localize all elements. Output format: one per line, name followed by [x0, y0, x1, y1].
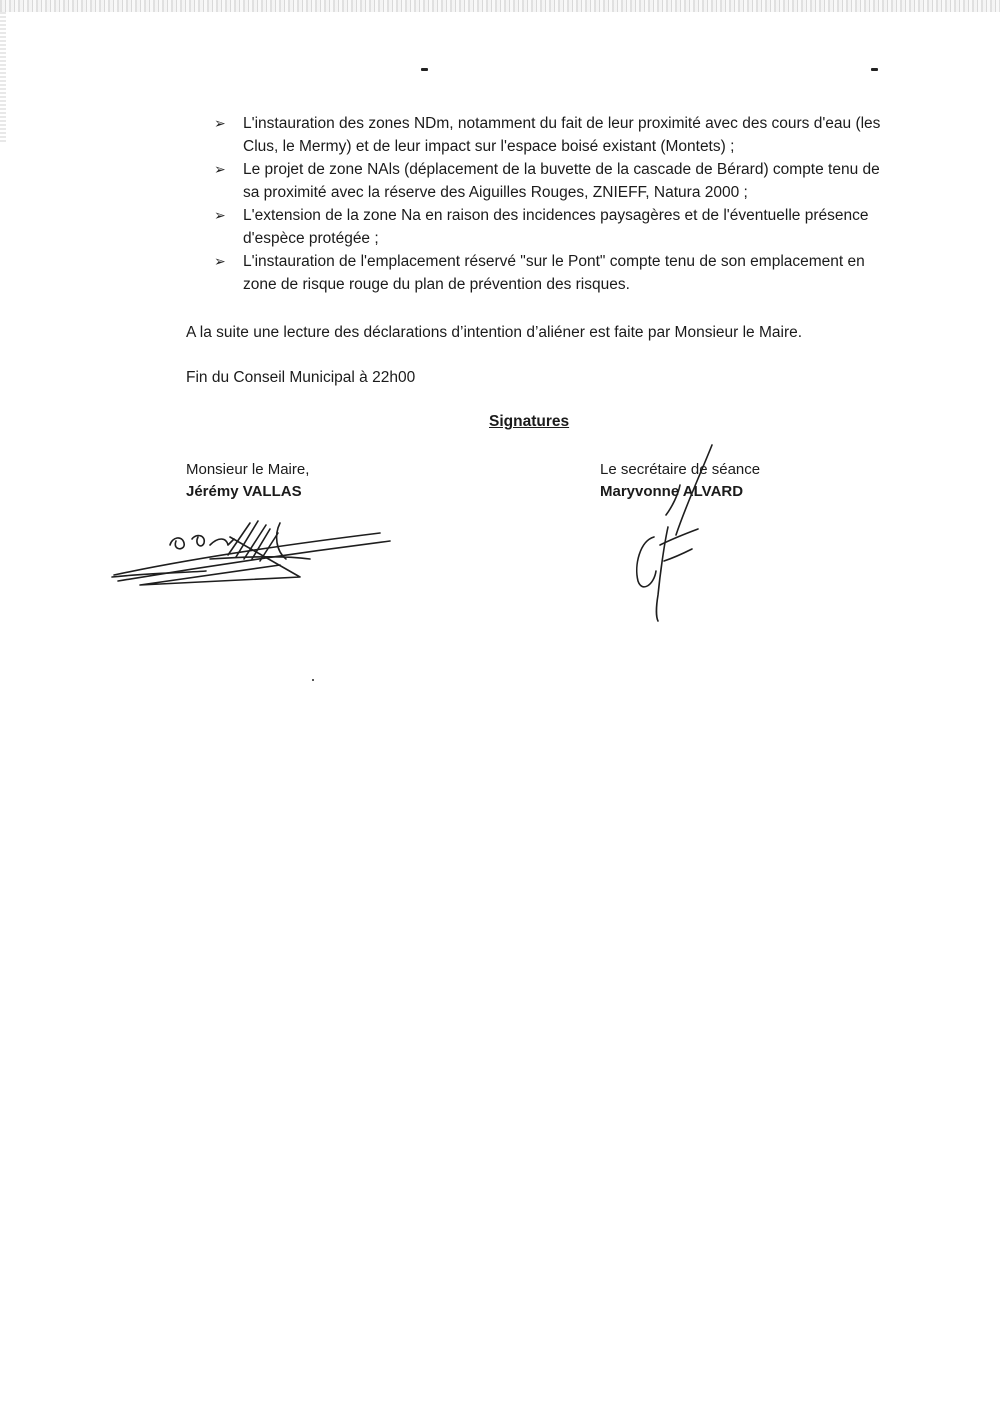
scan-noise-left: [0, 12, 6, 142]
list-item: [214, 158, 894, 204]
arrow-bullet-icon: ➢: [214, 253, 226, 269]
closing-time-paragraph: Fin du Conseil Municipal à 22h00: [186, 369, 416, 386]
scan-speck: [421, 68, 428, 71]
mayor-name: Jérémy VALLAS: [186, 483, 302, 500]
secretary-name: Maryvonne ALVARD: [600, 483, 744, 500]
arrow-bullet-icon: ➢: [214, 161, 226, 177]
mayor-role: Monsieur le Maire,: [186, 461, 310, 478]
list-item: [214, 112, 894, 158]
scan-noise-top: [0, 0, 1000, 12]
list-item: [214, 250, 894, 296]
objection-list: [214, 112, 894, 296]
lecture-paragraph: A la suite une lecture des déclarations d’intention d’aliéner est faite par Monsieur le Maire.: [186, 324, 803, 341]
secretary-handwritten-signature: [620, 445, 700, 625]
scan-speck: [312, 679, 314, 681]
secretary-role: Le secrétaire de séance: [600, 461, 761, 478]
list-item-text: L'instauration de l'emplacement réservé "sur le Pont" compte tenu de son emplacement en zone de risque rouge du plan de prévention des risques.: [243, 253, 865, 293]
arrow-bullet-icon: ➢: [214, 115, 226, 131]
scan-speck: [871, 68, 878, 71]
list-item-text: Le projet de zone NAls (déplacement de la buvette de la cascade de Bérard) compte tenu de sa proximité avec la réserve des Aiguilles Rouges, ZNIEFF, Natura 2000 ;: [243, 161, 880, 201]
list-item-text: L'extension de la zone Na en raison des incidences paysagères et de l'éventuelle présence d'espèce protégée ;: [243, 207, 869, 247]
arrow-bullet-icon: ➢: [214, 207, 226, 223]
mayor-signature-block: [186, 459, 309, 503]
signatures-heading: Signatures: [489, 413, 570, 430]
mayor-handwritten-signature: [110, 515, 400, 595]
list-item: [214, 204, 894, 250]
list-item-text: L'instauration des zones NDm, notamment du fait de leur proximité avec des cours d'eau (les Clus, le Mermy) et de leur impact sur l'espace boisé existant (Montets) ;: [243, 115, 881, 155]
